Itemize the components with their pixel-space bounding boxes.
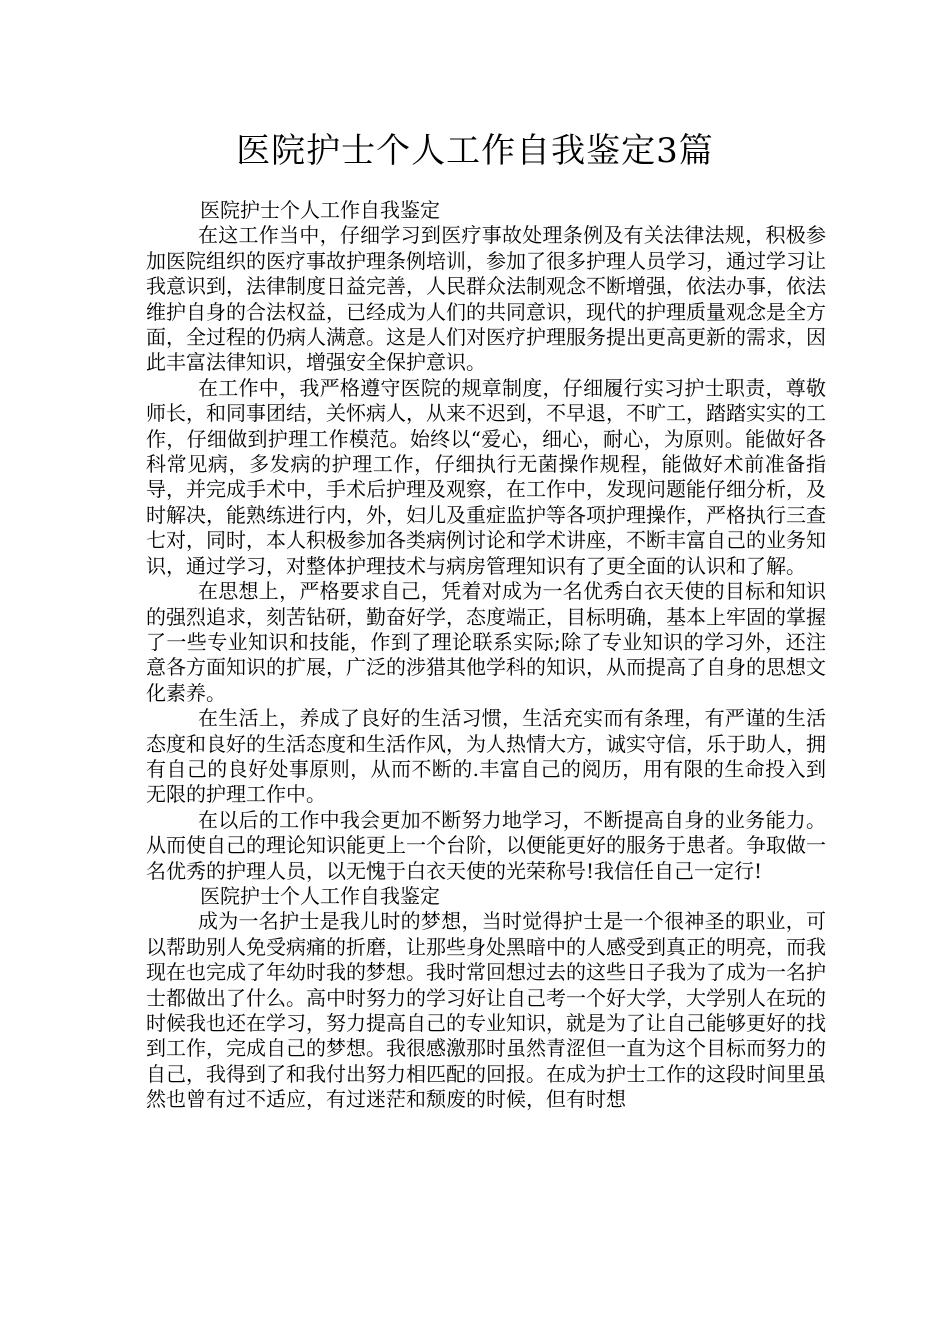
paragraph: 在这工作当中，仔细学习到医疗事故处理条例及有关法律法规，积极参加医院组织的医疗事故护理条例培训，参加了很多护理人员学习，通过学习让我意识到，法律制度日益完善，人民群众法制观念不断增强，依法办事，依法维护自身的合法权益，已经成为人们的共同意识，现代的护理质量观念是全方面，全过程的仍病人满意。这是人们对医疗护理服务提出更高更新的需求，因此丰富法律知识，增强安全保护意识。 <box>146 223 826 375</box>
paragraph: 在工作中，我严格遵守医院的规章制度，仔细履行实习护士职责，尊敬师长，和同事团结，关怀病人，从来不迟到，不早退，不旷工，踏踏实实的工作，仔细做到护理工作模范。始终以“爱心，细心，耐心，为原则。能做好各科常见病，多发病的护理工作，仔细执行无菌操作规程，能做好术前准备指导，并完成手术中，手术后护理及观察，在工作中，发现问题能仔细分析，及时解决，能熟练进行内，外，妇儿及重症监护等各项护理操作，严格执行三查七对，同时，本人积极参加各类病例讨论和学术讲座，不断丰富自己的业务知识，通过学习，对整体护理技术与病房管理知识有了更全面的认识和了解。 <box>146 375 826 578</box>
paragraph: 在生活上，养成了良好的生活习惯，生活充实而有条理，有严谨的生活态度和良好的生活态度和生活作风，为人热情大方，诚实守信，乐于助人，拥有自己的良好处事原则，从而不断的.丰富自己的阅历，用有限的生命投入到无限的护理工作中。 <box>146 706 826 807</box>
paragraph: 在以后的工作中我会更加不断努力地学习，不断提高自身的业务能力。从而使自己的理论知识能更上一个台阶，以便能更好的服务于患者。争取做一名优秀的护理人员，以无愧于白衣天使的光荣称号!我信任自己一定行! <box>146 807 826 883</box>
paragraph: 成为一名护士是我儿时的梦想，当时觉得护士是一个很神圣的职业，可以帮助别人免受病痛的折磨，让那些身处黑暗中的人感受到真正的明亮，而我现在也完成了年幼时我的梦想。我时常回想过去的这些日子我为了成为一名护士都做出了什么。高中时努力的学习好让自己考一个好大学，大学别人在玩的时候我也还在学习，努力提高自己的专业知识，就是为了让自己能够更好的找到工作，完成自己的梦想。我很感激那时虽然青涩但一直为这个目标而努力的自己，我得到了和我付出努力相匹配的回报。在成为护士工作的这段时间里虽然也曾有过不适应，有过迷茫和颓废的时候，但有时想 <box>146 909 826 1112</box>
document-body <box>146 198 826 1113</box>
paragraph: 在思想上，严格要求自己，凭着对成为一名优秀白衣天使的目标和知识的强烈追求，刻苦钻研，勤奋好学，态度端正，目标明确，基本上牢固的掌握了一些专业知识和技能，作到了理论联系实际;除了专业知识的学习外，还注意各方面知识的扩展，广泛的涉猎其他学科的知识，从而提高了自身的思想文化素养。 <box>146 579 826 705</box>
document-title: 医院护士个人工作自我鉴定3篇 <box>236 131 714 171</box>
section-heading: 医院护士个人工作自我鉴定 <box>200 198 440 222</box>
section-heading: 医院护士个人工作自我鉴定 <box>200 883 440 908</box>
